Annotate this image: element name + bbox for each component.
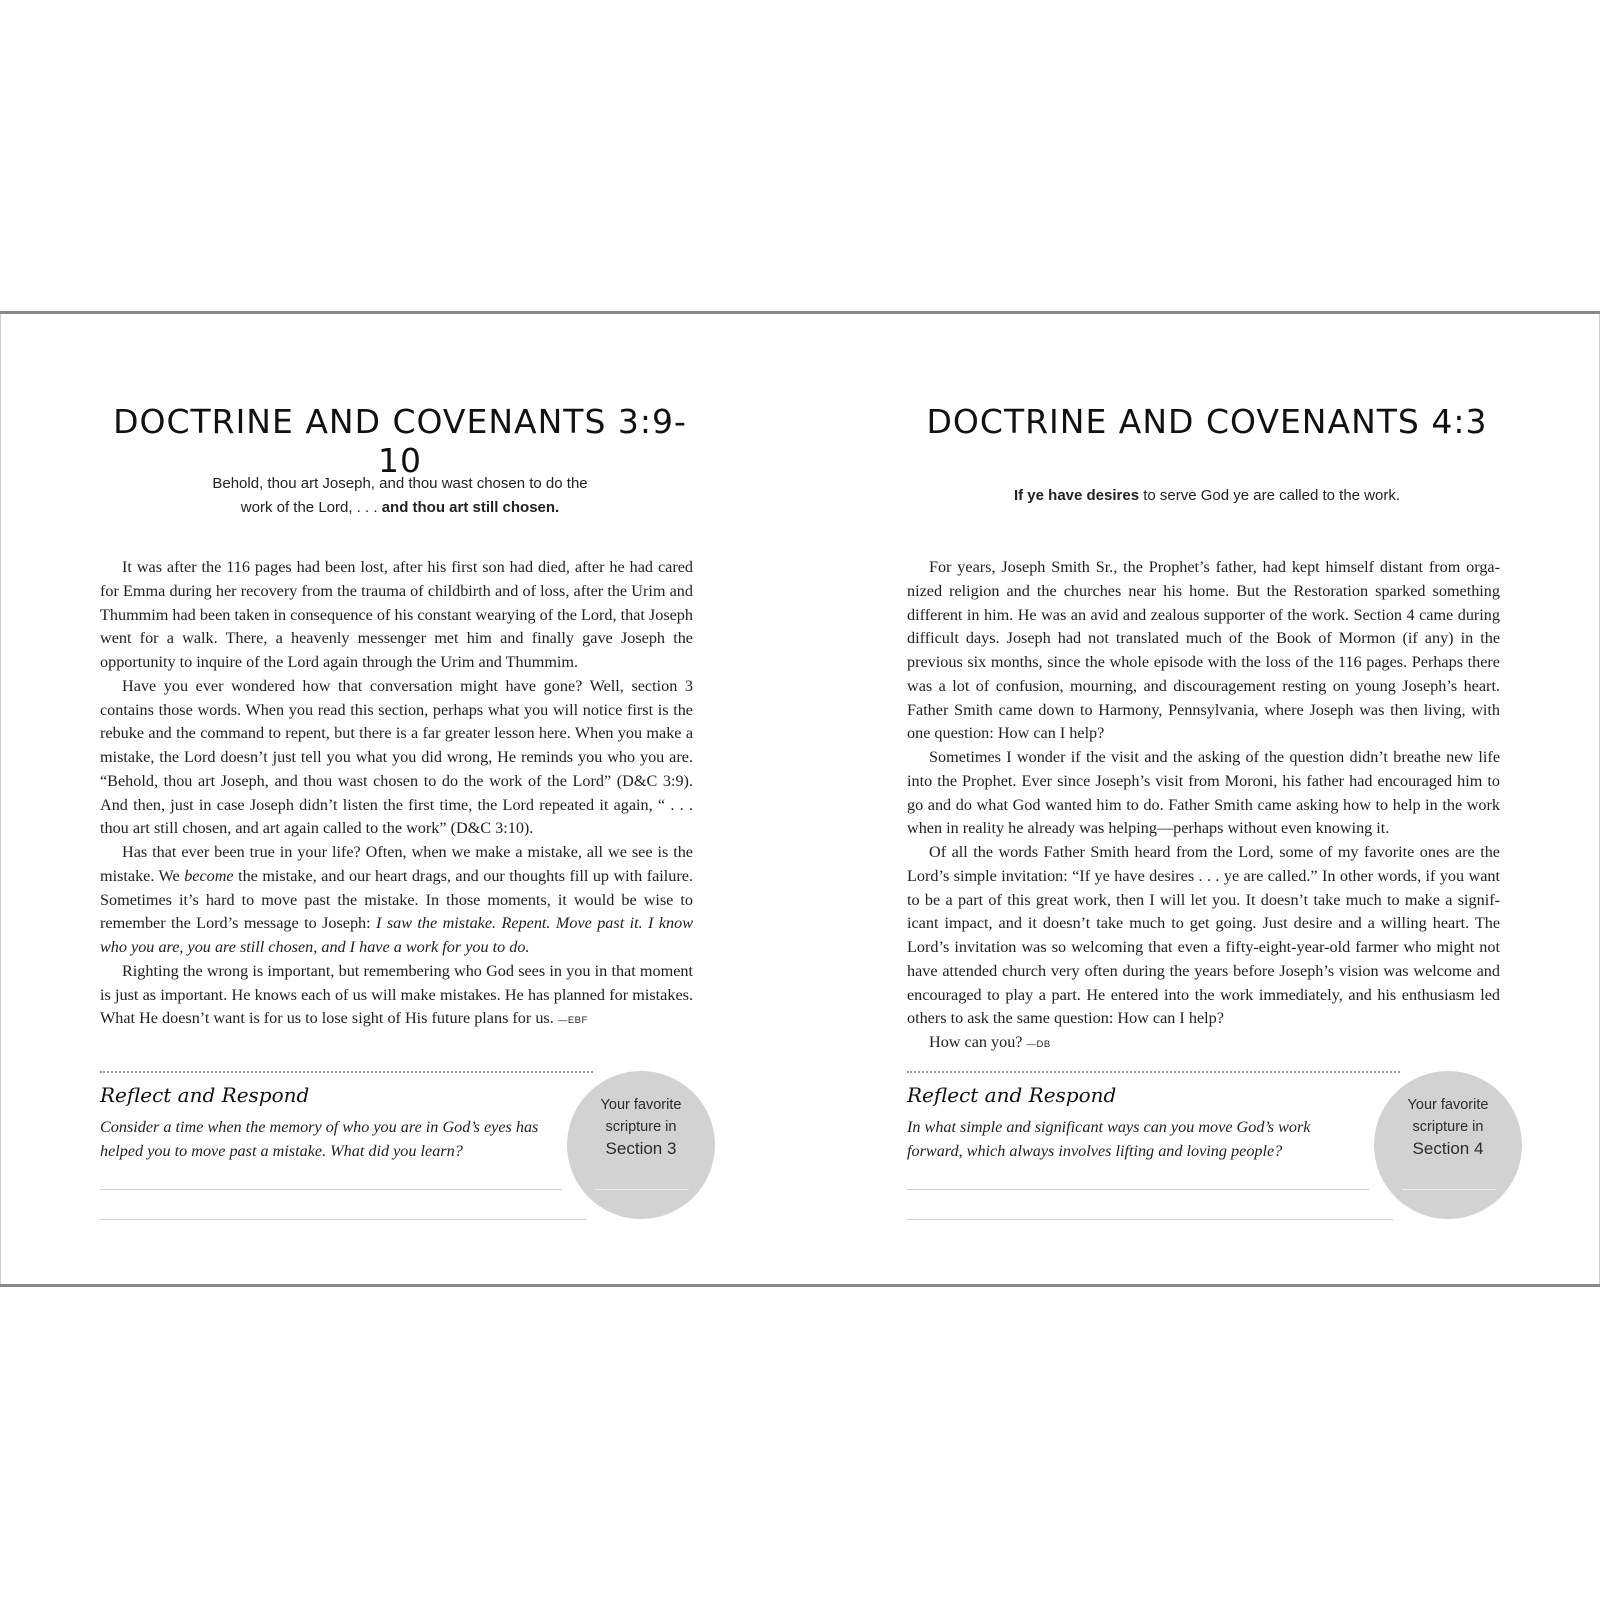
paragraph-text: Righting the wrong is important, but remembering who God sees in you in that moment is just as important. He knows each of us will make mistakes. He has planned for mistakes. What He doesn’t want is for us to lose sight of His future plans for us.	[100, 961, 693, 1028]
epigraph-line	[907, 484, 1507, 508]
reflect-prompt: Consider a time when the memory of who you are in God’s eyes has helped you to move past a mistake. What did you learn?	[100, 1118, 539, 1160]
body-text	[907, 556, 1500, 1057]
reflect-title: Reflect and Respond	[100, 1083, 310, 1107]
paragraph-text: Has that ever been true in your life? Often, when we make a mistake, all we see is the mistake. We	[100, 843, 693, 885]
reflect-prompt: In what simple and significant ways can you move God’s work forward, which always involves lifting and loving people?	[907, 1118, 1311, 1160]
paragraph	[907, 1031, 1500, 1057]
page-title: DOCTRINE AND COVENANTS 3:9-10	[113, 402, 687, 480]
epigraph-text: work of the Lord, . . .	[240, 499, 382, 516]
paragraph: Have you ever wondered how that conversation might have gone? Well, section 3 contains those words. When you read this section, perhaps what you will notice first is the rebuke and the command to repent, but there is a far greater lesson here. When you make a mistake, the Lord doesn’t just tell you what you did wrong, He reminds you who you are. “Behold, thou art Joseph, and thou wast chosen to do the work of the Lord” (D&C 3:9). And then, just in case Joseph didn’t listen the first time, the Lord repeated it again, “ . . . thou art still chosen, and art again called to the work” (D&C 3:10).	[100, 676, 693, 838]
paragraph-text: the mistake, and our heart drags, and our thoughts fill up with failure. Sometimes it’s hard to move past the mistake. In those moments, it would be wise to remember the Lord’s message to Joseph:	[100, 866, 693, 933]
favorite-scripture-circle	[1374, 1071, 1522, 1219]
paragraph	[100, 841, 693, 960]
reflect-section	[100, 1071, 700, 1231]
circle-label: Your favorite	[1407, 1097, 1489, 1113]
circle-label: Your favorite	[600, 1097, 682, 1113]
writing-line[interactable]	[907, 1189, 1369, 1190]
epigraph-emphasis: and thou art still chosen.	[381, 499, 560, 516]
paragraph: For years, Joseph Smith Sr., the Prophet’s father, had kept himself distant from organized religion and the churches near his home. But the Restoration sparked something different in him. He was an avid and zealous supporter of the work. Section 4 came during difficult days. Joseph had not translated much of the Book of Mormon (if any) in the previous six months, since the whole episode with the loss of the 116 pages. Perhaps there was a lot of confusion, mourning, and discouragement resting on young Joseph’s heart. Father Smith came down to Harmony, Pennsylvania, where Joseph was then living, with one question: How can I help?	[907, 558, 1500, 743]
author-initials: —EBF	[557, 1015, 588, 1027]
epigraph-line: Behold, thou art Joseph, and thou wast chosen to do the	[212, 475, 588, 492]
writing-line[interactable]	[100, 1219, 586, 1220]
circle-writing-line[interactable]	[595, 1189, 689, 1190]
circle-writing-line[interactable]	[1402, 1189, 1496, 1190]
circle-label: scripture in	[1412, 1119, 1484, 1135]
circle-section: Section 4	[1412, 1139, 1484, 1158]
epigraph	[907, 484, 1507, 508]
dotted-divider	[907, 1071, 1400, 1073]
body-text	[100, 556, 693, 1033]
paragraph: Sometimes I wonder if the visit and the asking of the question didn’t breathe new life into the Prophet. Ever since Joseph’s visit from Moroni, his father had encouraged him to go and do what God wanted him to do. Father Smith came asking how to help in the work when in reality he already was helping—perhaps without even knowing it.	[907, 748, 1500, 838]
dotted-divider	[100, 1071, 593, 1073]
book-spread	[0, 311, 1600, 1287]
writing-line[interactable]	[100, 1189, 562, 1190]
reflect-title: Reflect and Respond	[907, 1083, 1117, 1107]
epigraph	[100, 472, 700, 520]
epigraph-line	[100, 496, 700, 520]
epigraph-text: to serve God ye are called to the work.	[1139, 487, 1401, 504]
page-title: DOCTRINE AND COVENANTS 4:3	[926, 402, 1488, 441]
paragraph: Of all the words Father Smith heard from the Lord, some of my favorite ones are the Lord’s simple invitation: “If ye have desires . . . ye are called.” In other words, if you want to be a part of this great work, then I will let you. It doesn’t take much to make a significant impact, and it doesn’t take much to get going. Just desire and a willing heart. The Lord’s invitation was so welcoming that even a fifty-eight-year-old farmer who might not have attended church very often during the years before Joseph’s vision was welcome and encouraged to play a part. He entered into the work immediately, and his enthusiasm led others to ask the same question: How can I help?	[907, 843, 1500, 1028]
circle-label: scripture in	[605, 1119, 677, 1135]
paragraph	[100, 960, 693, 1033]
epigraph-emphasis: If ye have desires	[1013, 487, 1140, 504]
italic-text: become	[184, 866, 234, 885]
left-page	[100, 314, 700, 1284]
italic-text: I saw the mistake. Repent. Move past it. I know who you are, you are still chosen, and I have a work for you to do.	[100, 914, 693, 956]
favorite-scripture-circle	[567, 1071, 715, 1219]
reflect-section	[907, 1071, 1507, 1231]
paragraph: It was after the 116 pages had been lost, after his first son had died, after he had cared for Emma during her recovery from the trauma of childbirth and of loss, after the Urim and Thummim had been taken in consequence of his constant wearying of the Lord, that Joseph went for a walk. There, a heavenly messenger met him and finally gave Joseph the opportunity to inquire of the Lord again through the Urim and Thummim.	[100, 558, 693, 671]
right-page	[907, 314, 1507, 1284]
paragraph-text: How can you?	[929, 1033, 1027, 1051]
author-initials: —DB	[1026, 1039, 1051, 1050]
circle-section: Section 3	[605, 1139, 677, 1158]
writing-line[interactable]	[907, 1219, 1393, 1220]
